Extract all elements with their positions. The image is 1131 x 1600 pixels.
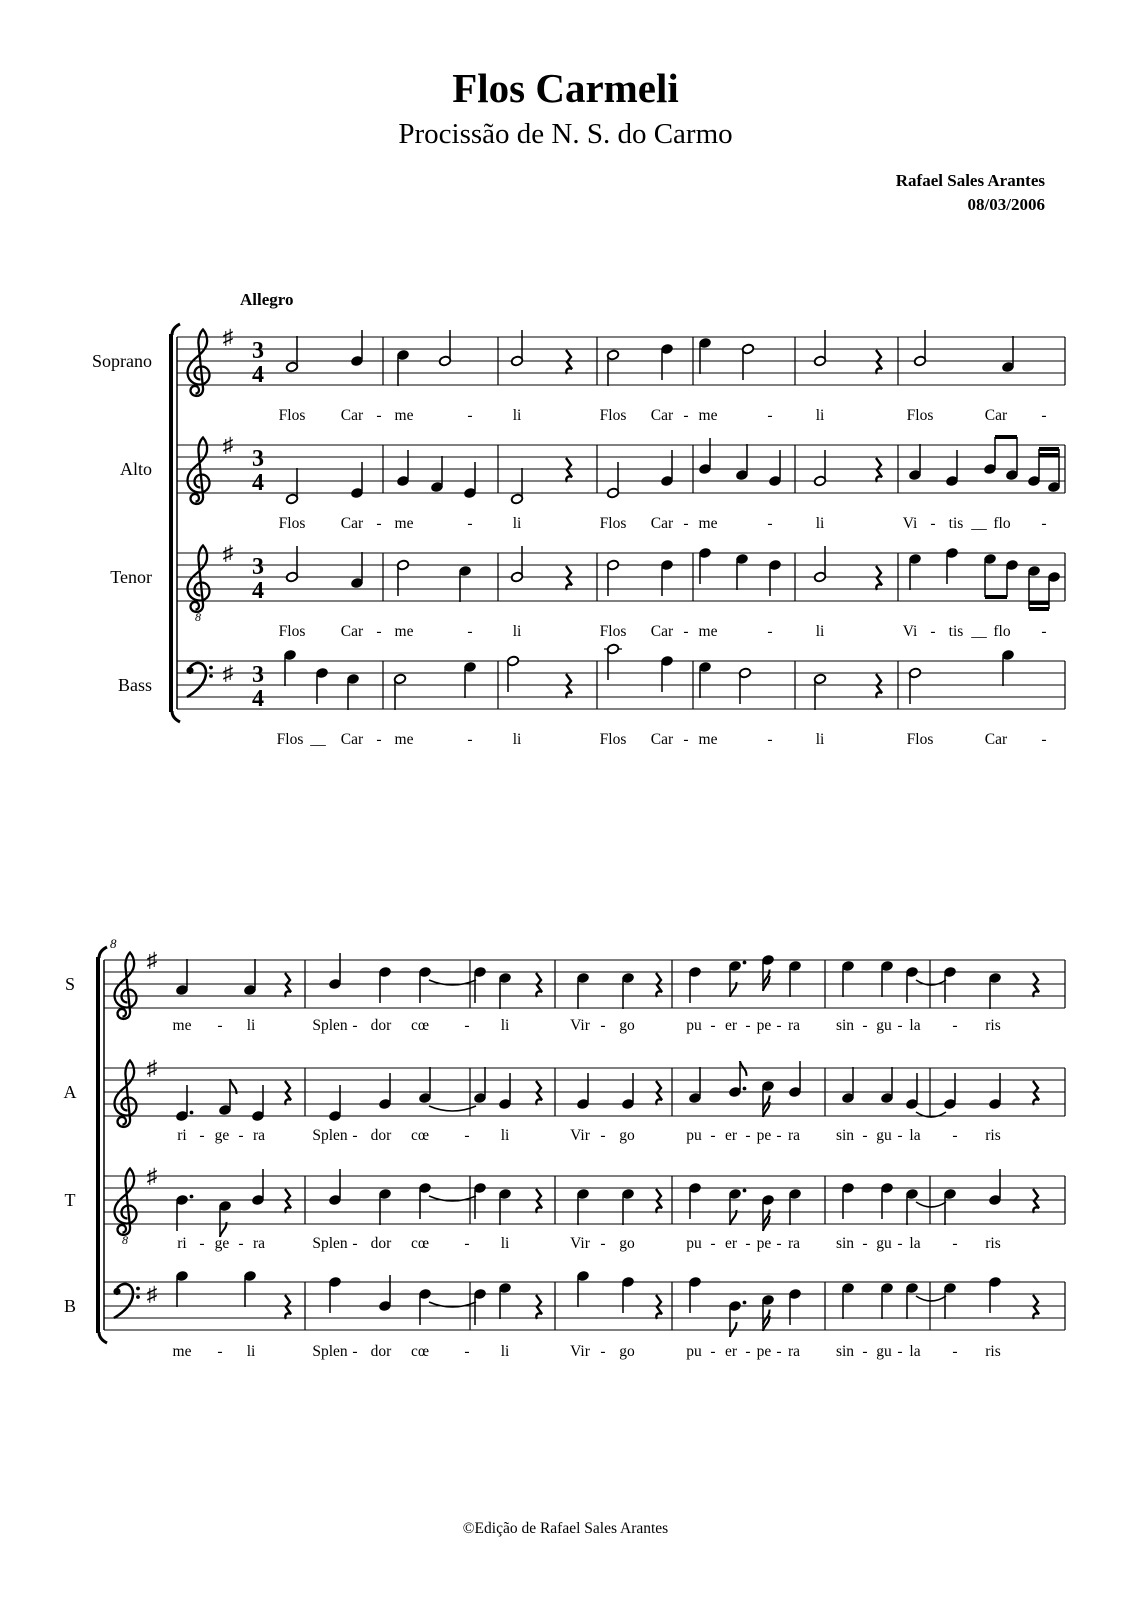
lyric-syllable: li bbox=[512, 407, 522, 424]
lyric-syllable: Car bbox=[340, 407, 364, 424]
lyric-syllable: - bbox=[376, 407, 382, 424]
lyric-syllable: - bbox=[862, 1343, 868, 1360]
quarter-rest bbox=[566, 674, 572, 698]
quarter-rest bbox=[536, 1189, 542, 1213]
lyric-syllable: li bbox=[815, 515, 825, 532]
staff-alto bbox=[120, 433, 1065, 532]
quarter-rest bbox=[876, 566, 882, 590]
lyric-syllable: gu bbox=[876, 1127, 892, 1144]
lyric-syllable: - bbox=[600, 1127, 606, 1144]
lyric-syllable: er bbox=[724, 1235, 738, 1252]
lyric-syllable: - bbox=[1041, 623, 1047, 640]
staff-label-bass: Bass bbox=[117, 675, 152, 695]
augmentation-dot bbox=[743, 1087, 747, 1091]
staff-tenor bbox=[110, 541, 1065, 640]
system-bracket bbox=[96, 957, 100, 1333]
copyright-footer: ©Edição de Rafael Sales Arantes bbox=[462, 1520, 669, 1537]
time-signature-denominator: 4 bbox=[252, 578, 264, 604]
page-title: Flos Carmeli bbox=[452, 65, 679, 111]
lyric-syllable: ri bbox=[177, 1235, 187, 1252]
lyric-syllable: - bbox=[930, 515, 936, 532]
lyric-syllable: ge bbox=[214, 1235, 230, 1252]
lyric-syllable: er bbox=[724, 1343, 738, 1360]
key-signature-sharp: ♯ bbox=[146, 1282, 158, 1306]
lyric-syllable: - bbox=[376, 515, 382, 532]
treble-clef-icon bbox=[115, 1169, 137, 1236]
lyric-syllable: li bbox=[512, 515, 522, 532]
lyric-syllable: __ bbox=[971, 515, 987, 532]
lyric-syllable: Car bbox=[984, 731, 1008, 748]
lyric-syllable: la bbox=[909, 1343, 921, 1360]
lyric-syllable: Car bbox=[650, 623, 674, 640]
lyric-syllable: me bbox=[394, 515, 414, 532]
lyric-syllable: - bbox=[683, 623, 689, 640]
lyric-syllable: li bbox=[500, 1127, 510, 1144]
lyric-syllable: Flos bbox=[906, 731, 934, 748]
bass-clef-icon bbox=[186, 663, 213, 697]
lyric-syllable: - bbox=[776, 1343, 782, 1360]
composition-date: 08/03/2006 bbox=[967, 195, 1045, 214]
lyric-syllable: __ bbox=[971, 623, 987, 640]
key-signature-sharp: ♯ bbox=[222, 433, 234, 457]
lyric-syllable: Vir bbox=[570, 1127, 590, 1144]
lyric-syllable: - bbox=[776, 1127, 782, 1144]
lyric-syllable: li bbox=[815, 731, 825, 748]
quarter-rest bbox=[285, 1189, 291, 1213]
quarter-rest bbox=[566, 566, 572, 590]
quarter-rest bbox=[1033, 1081, 1039, 1105]
lyric-syllable: - bbox=[238, 1235, 244, 1252]
lyric-syllable: Flos bbox=[278, 407, 306, 424]
lyric-syllable: - bbox=[352, 1235, 358, 1252]
lyric-syllable: pe bbox=[756, 1017, 772, 1034]
staff-b bbox=[64, 1270, 1065, 1360]
staff-t bbox=[65, 1164, 1066, 1252]
lyric-syllable: ra bbox=[787, 1127, 801, 1144]
augmentation-dot bbox=[190, 1111, 194, 1115]
lyric-syllable: - bbox=[467, 515, 473, 532]
system-2 bbox=[64, 936, 1066, 1360]
tie-slur bbox=[916, 1202, 946, 1207]
lyric-syllable: flo bbox=[993, 623, 1011, 640]
page-subtitle: Procissão de N. S. do Carmo bbox=[398, 118, 733, 150]
lyric-syllable: __ bbox=[310, 731, 326, 748]
bracket-hook-top bbox=[99, 947, 107, 958]
key-signature-sharp: ♯ bbox=[222, 541, 234, 565]
tempo-marking: Allegro bbox=[240, 290, 294, 309]
lyric-syllable: pe bbox=[756, 1127, 772, 1144]
lyric-syllable: li bbox=[500, 1017, 510, 1034]
lyric-syllable: - bbox=[376, 731, 382, 748]
lyric-syllable: - bbox=[710, 1343, 716, 1360]
quarter-rest bbox=[1033, 1295, 1039, 1319]
lyric-syllable: Splen bbox=[312, 1235, 348, 1252]
key-signature-sharp: ♯ bbox=[222, 661, 234, 685]
lyric-syllable: me bbox=[698, 623, 718, 640]
lyric-syllable: - bbox=[1041, 515, 1047, 532]
quarter-rest bbox=[876, 674, 882, 698]
lyric-syllable: Car bbox=[340, 515, 364, 532]
staff-bass bbox=[118, 643, 1065, 748]
lyric-syllable: - bbox=[600, 1017, 606, 1034]
quarter-rest bbox=[285, 973, 291, 997]
lyric-syllable: gu bbox=[876, 1343, 892, 1360]
lyric-syllable: - bbox=[238, 1127, 244, 1144]
staff-label-t: T bbox=[64, 1190, 76, 1210]
lyric-syllable: - bbox=[1041, 731, 1047, 748]
lyric-syllable: - bbox=[745, 1127, 751, 1144]
time-signature-denominator: 4 bbox=[252, 686, 264, 712]
lyric-syllable: me bbox=[394, 407, 414, 424]
lyric-syllable: Car bbox=[340, 623, 364, 640]
lyric-syllable: li bbox=[500, 1343, 510, 1360]
lyric-syllable: Vi bbox=[902, 515, 918, 532]
lyric-syllable: pu bbox=[686, 1127, 702, 1144]
staff-s bbox=[65, 948, 1065, 1034]
lyric-syllable: ra bbox=[787, 1235, 801, 1252]
lyric-syllable: - bbox=[352, 1343, 358, 1360]
quarter-rest bbox=[536, 1295, 542, 1319]
lyric-syllable: me bbox=[172, 1343, 192, 1360]
lyric-syllable: - bbox=[745, 1017, 751, 1034]
treble-clef-icon bbox=[115, 1061, 137, 1128]
lyric-syllable: - bbox=[897, 1017, 903, 1034]
lyric-syllable: tis bbox=[948, 515, 964, 532]
lyric-syllable: Car bbox=[650, 731, 674, 748]
treble-clef-icon bbox=[188, 438, 210, 505]
lyric-syllable: - bbox=[776, 1235, 782, 1252]
lyric-syllable: Splen bbox=[312, 1017, 348, 1034]
quarter-rest bbox=[566, 458, 572, 482]
time-signature-numerator: 3 bbox=[252, 446, 264, 472]
lyric-syllable: - bbox=[862, 1017, 868, 1034]
time-signature-denominator: 4 bbox=[252, 362, 264, 388]
quarter-rest bbox=[656, 1189, 662, 1213]
staff-label-tenor: Tenor bbox=[110, 567, 152, 587]
quarter-rest bbox=[285, 1081, 291, 1105]
lyric-syllable: - bbox=[464, 1235, 470, 1252]
treble-clef-icon bbox=[115, 953, 137, 1020]
lyric-syllable: - bbox=[745, 1343, 751, 1360]
lyric-syllable: li bbox=[246, 1017, 256, 1034]
lyric-syllable: Vir bbox=[570, 1235, 590, 1252]
key-signature-sharp: ♯ bbox=[146, 1164, 158, 1188]
lyric-syllable: - bbox=[710, 1127, 716, 1144]
lyric-syllable: la bbox=[909, 1235, 921, 1252]
lyric-syllable: er bbox=[724, 1127, 738, 1144]
time-signature-denominator: 4 bbox=[252, 470, 264, 496]
lyric-syllable: ris bbox=[985, 1343, 1001, 1360]
lyric-syllable: ri bbox=[177, 1127, 187, 1144]
quarter-rest bbox=[876, 458, 882, 482]
lyric-syllable: - bbox=[683, 731, 689, 748]
lyric-syllable: - bbox=[467, 623, 473, 640]
lyric-syllable: go bbox=[619, 1235, 635, 1252]
staff-label-s: S bbox=[64, 974, 76, 994]
lyric-syllable: pe bbox=[756, 1235, 772, 1252]
lyric-syllable: sin bbox=[835, 1127, 855, 1144]
lyric-syllable: go bbox=[619, 1127, 635, 1144]
lyric-syllable: Car bbox=[984, 407, 1008, 424]
key-signature-sharp: ♯ bbox=[146, 948, 158, 972]
lyric-syllable: Flos bbox=[599, 515, 627, 532]
lyric-syllable: Flos bbox=[906, 407, 934, 424]
key-signature-sharp: ♯ bbox=[146, 1056, 158, 1080]
lyric-syllable: - bbox=[600, 1343, 606, 1360]
lyric-syllable: sin bbox=[835, 1343, 855, 1360]
quarter-rest bbox=[656, 973, 662, 997]
quarter-rest bbox=[285, 1295, 291, 1319]
lyric-syllable: - bbox=[767, 731, 773, 748]
system-bracket bbox=[169, 334, 173, 712]
lyric-syllable: Splen bbox=[312, 1127, 348, 1144]
lyric-syllable: go bbox=[619, 1017, 635, 1034]
lyric-syllable: sin bbox=[835, 1017, 855, 1034]
quarter-rest bbox=[566, 350, 572, 374]
lyric-syllable: ge bbox=[214, 1127, 230, 1144]
lyric-syllable: - bbox=[767, 407, 773, 424]
lyric-syllable: tis bbox=[948, 623, 964, 640]
lyric-syllable: - bbox=[217, 1343, 223, 1360]
lyric-syllable: - bbox=[862, 1127, 868, 1144]
key-signature-sharp: ♯ bbox=[222, 325, 234, 349]
lyric-syllable: cœ bbox=[410, 1343, 430, 1360]
quarter-rest bbox=[536, 1081, 542, 1105]
lyric-syllable: dor bbox=[370, 1343, 392, 1360]
quarter-rest bbox=[1033, 973, 1039, 997]
lyric-syllable: - bbox=[352, 1017, 358, 1034]
quarter-rest bbox=[656, 1081, 662, 1105]
lyric-syllable: - bbox=[199, 1127, 205, 1144]
lyric-syllable: me bbox=[698, 407, 718, 424]
lyric-syllable: Flos bbox=[278, 515, 306, 532]
lyric-syllable: ra bbox=[787, 1343, 801, 1360]
lyric-syllable: Flos bbox=[278, 623, 306, 640]
lyric-syllable: li bbox=[512, 731, 522, 748]
lyric-syllable: - bbox=[217, 1017, 223, 1034]
lyric-syllable: dor bbox=[370, 1017, 392, 1034]
lyric-syllable: - bbox=[897, 1127, 903, 1144]
time-signature-numerator: 3 bbox=[252, 338, 264, 364]
lyric-syllable: Car bbox=[340, 731, 364, 748]
lyric-syllable: Splen bbox=[312, 1343, 348, 1360]
lyric-syllable: ris bbox=[985, 1017, 1001, 1034]
lyric-syllable: ra bbox=[787, 1017, 801, 1034]
quarter-rest bbox=[876, 350, 882, 374]
lyric-syllable: Flos bbox=[599, 623, 627, 640]
quarter-rest bbox=[1033, 1189, 1039, 1213]
staff-label-b: B bbox=[63, 1296, 77, 1316]
lyric-syllable: me bbox=[172, 1017, 192, 1034]
quarter-rest bbox=[536, 973, 542, 997]
lyric-syllable: cœ bbox=[410, 1017, 430, 1034]
lyric-syllable: - bbox=[952, 1343, 958, 1360]
lyric-syllable: - bbox=[930, 623, 936, 640]
bracket-hook-bottom bbox=[99, 1332, 107, 1343]
bracket-hook-bottom bbox=[172, 711, 180, 722]
lyric-syllable: li bbox=[815, 623, 825, 640]
lyric-syllable: - bbox=[767, 623, 773, 640]
lyric-syllable: la bbox=[909, 1127, 921, 1144]
lyric-syllable: me bbox=[698, 731, 718, 748]
lyric-syllable: - bbox=[952, 1017, 958, 1034]
tie-slur bbox=[916, 1296, 946, 1301]
lyric-syllable: ris bbox=[985, 1235, 1001, 1252]
lyric-syllable: Vi bbox=[902, 623, 918, 640]
lyric-syllable: Vir bbox=[570, 1343, 590, 1360]
lyric-syllable: ris bbox=[985, 1127, 1001, 1144]
lyric-syllable: - bbox=[952, 1127, 958, 1144]
treble-clef-icon bbox=[188, 330, 210, 397]
lyric-syllable: ra bbox=[252, 1235, 266, 1252]
staff-label-soprano: Soprano bbox=[92, 351, 152, 371]
lyric-syllable: go bbox=[619, 1343, 635, 1360]
quarter-rest bbox=[656, 1295, 662, 1319]
lyric-syllable: - bbox=[464, 1017, 470, 1034]
lyric-syllable: Vir bbox=[570, 1017, 590, 1034]
lyric-syllable: pu bbox=[686, 1017, 702, 1034]
lyric-syllable: - bbox=[600, 1235, 606, 1252]
lyric-syllable: - bbox=[376, 623, 382, 640]
measure-number: 8 bbox=[110, 936, 117, 951]
lyric-syllable: - bbox=[710, 1235, 716, 1252]
lyric-syllable: gu bbox=[876, 1017, 892, 1034]
lyric-syllable: - bbox=[776, 1017, 782, 1034]
lyric-syllable: li bbox=[500, 1235, 510, 1252]
lyric-syllable: li bbox=[815, 407, 825, 424]
lyric-syllable: er bbox=[724, 1017, 738, 1034]
lyric-syllable: Flos bbox=[599, 731, 627, 748]
lyric-syllable: li bbox=[246, 1343, 256, 1360]
lyric-syllable: dor bbox=[370, 1235, 392, 1252]
lyric-syllable: pu bbox=[686, 1343, 702, 1360]
lyric-syllable: - bbox=[1041, 407, 1047, 424]
augmentation-dot bbox=[743, 1301, 747, 1305]
lyric-syllable: Flos bbox=[276, 731, 304, 748]
augmentation-dot bbox=[743, 961, 747, 965]
lyric-syllable: - bbox=[467, 731, 473, 748]
lyric-syllable: - bbox=[352, 1127, 358, 1144]
lyric-syllable: - bbox=[683, 515, 689, 532]
lyric-syllable: Car bbox=[650, 407, 674, 424]
lyric-syllable: - bbox=[683, 407, 689, 424]
lyric-syllable: - bbox=[767, 515, 773, 532]
lyric-syllable: ra bbox=[252, 1127, 266, 1144]
staff-soprano bbox=[92, 325, 1065, 424]
lyric-syllable: flo bbox=[993, 515, 1011, 532]
augmentation-dot bbox=[743, 1189, 747, 1193]
lyric-syllable: gu bbox=[876, 1235, 892, 1252]
staff-label-alto: Alto bbox=[119, 459, 152, 479]
lyric-syllable: me bbox=[394, 731, 414, 748]
octave-8-mark: 8 bbox=[122, 1233, 128, 1247]
lyric-syllable: la bbox=[909, 1017, 921, 1034]
lyric-syllable: - bbox=[897, 1235, 903, 1252]
lyric-syllable: - bbox=[897, 1343, 903, 1360]
lyric-syllable: me bbox=[698, 515, 718, 532]
lyric-syllable: - bbox=[952, 1235, 958, 1252]
staff-a bbox=[64, 1056, 1066, 1144]
augmentation-dot bbox=[190, 1195, 194, 1199]
lyric-syllable: li bbox=[512, 623, 522, 640]
lyric-syllable: pu bbox=[686, 1235, 702, 1252]
lyric-syllable: Car bbox=[650, 515, 674, 532]
lyric-syllable: - bbox=[464, 1343, 470, 1360]
time-signature-numerator: 3 bbox=[252, 662, 264, 688]
composer-name: Rafael Sales Arantes bbox=[895, 171, 1045, 190]
lyric-syllable: me bbox=[394, 623, 414, 640]
treble-clef-icon bbox=[188, 546, 210, 613]
time-signature-numerator: 3 bbox=[252, 554, 264, 580]
lyric-syllable: - bbox=[199, 1235, 205, 1252]
octave-8-mark: 8 bbox=[195, 610, 201, 624]
lyric-syllable: - bbox=[862, 1235, 868, 1252]
system-1 bbox=[92, 324, 1065, 748]
lyric-syllable: cœ bbox=[410, 1235, 430, 1252]
bracket-hook-top bbox=[172, 324, 180, 335]
bass-clef-icon bbox=[113, 1284, 140, 1318]
tie-slur bbox=[429, 1106, 476, 1111]
lyric-syllable: dor bbox=[370, 1127, 392, 1144]
lyric-syllable: Flos bbox=[599, 407, 627, 424]
lyric-syllable: - bbox=[710, 1017, 716, 1034]
lyric-syllable: sin bbox=[835, 1235, 855, 1252]
lyric-syllable: pe bbox=[756, 1343, 772, 1360]
lyric-syllable: - bbox=[467, 407, 473, 424]
lyric-syllable: cœ bbox=[410, 1127, 430, 1144]
staff-label-a: A bbox=[63, 1082, 77, 1102]
lyric-syllable: - bbox=[745, 1235, 751, 1252]
lyric-syllable: - bbox=[464, 1127, 470, 1144]
